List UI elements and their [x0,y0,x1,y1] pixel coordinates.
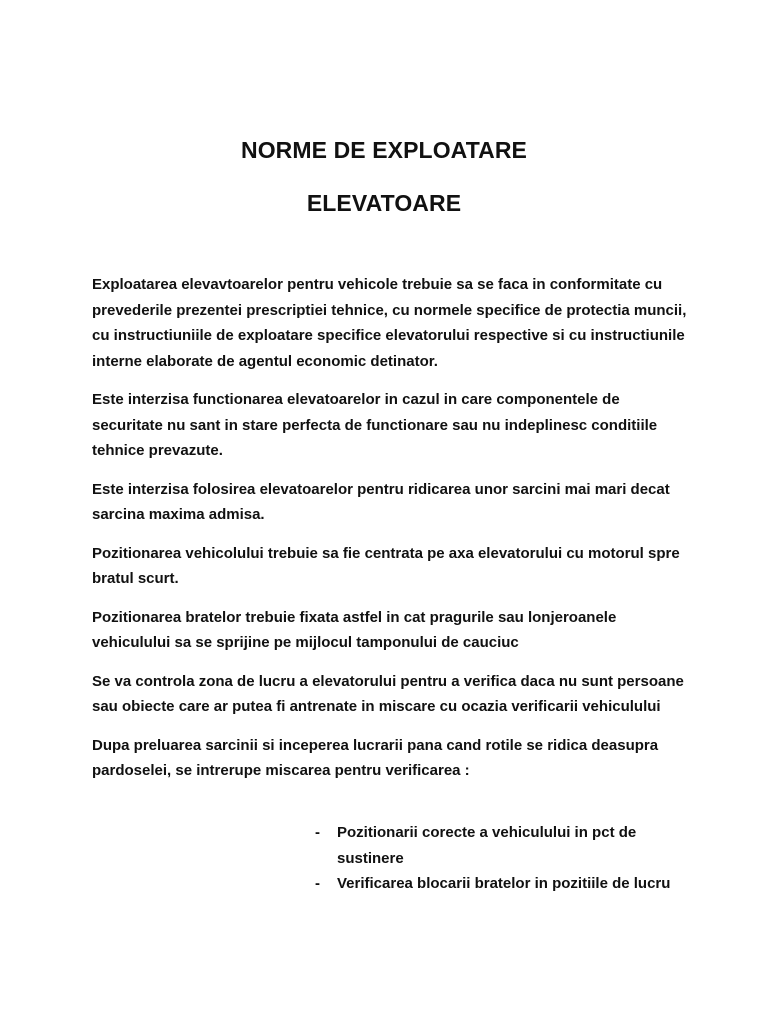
paragraph-exploatare: Exploatarea elevavtoarelor pentru vehicole trebuie sa se faca in conformitate cu prevederile prezentei prescriptiei tehnice, cu normele specifice de protectia muncii, cu instructiuniile de exploatare specifice elevatorului respective si cu instructiunile interne elaborate de agentul economic detinator. [92,276,687,370]
list-dash: - [315,875,320,892]
paragraph-interzisa-functionarea: Este interzisa functionarea elevatoarelor in cazul in care componentele de securitate nu sant in stare perfecta de functionare sau nu indeplinesc conditiile tehnice prevazute. [92,391,658,459]
list-item-text: Verificarea blocarii bratelor in pozitiile de lucru [337,875,671,892]
document-body [92,272,692,797]
list-item [315,871,695,897]
verification-list [315,820,695,897]
paragraph-zona-de-lucru: Se va controla zona de lucru a elevatorului pentru a verifica daca nu sunt persoane sau obiecte care ar putea fi antrenate in miscare cu ocazia verificarii vehiculului [92,672,684,715]
list-item-text: Pozitionarii corecte a vehiculului in pct de sustinere [337,824,637,867]
document-title: NORME DE EXPLOATARE [240,137,527,163]
paragraph-preluarea-sarcinii: Dupa preluarea sarcinii si inceperea lucrarii pana cand rotile se ridica deasupra pardoselei, se intrerupe miscarea pentru verificarea : [92,736,659,779]
paragraph-interzisa-folosirea: Este interzisa folosirea elevatoarelor pentru ridicarea unor sarcini mai mari decat sarcina maxima admisa. [92,480,670,523]
paragraph-pozitionarea-bratelor: Pozitionarea bratelor trebuie fixata astfel in cat pragurile sau lonjeroanele vehiculului sa se sprijine pe mijlocul tamponului de cauciuc [92,608,617,651]
document-subtitle: ELEVATOARE [306,190,462,216]
list-item [315,820,695,871]
list-dash: - [315,824,320,841]
paragraph-pozitionarea-vehicolului: Pozitionarea vehicolului trebuie sa fie centrata pe axa elevatorului cu motorul spre bratul scurt. [92,544,680,587]
